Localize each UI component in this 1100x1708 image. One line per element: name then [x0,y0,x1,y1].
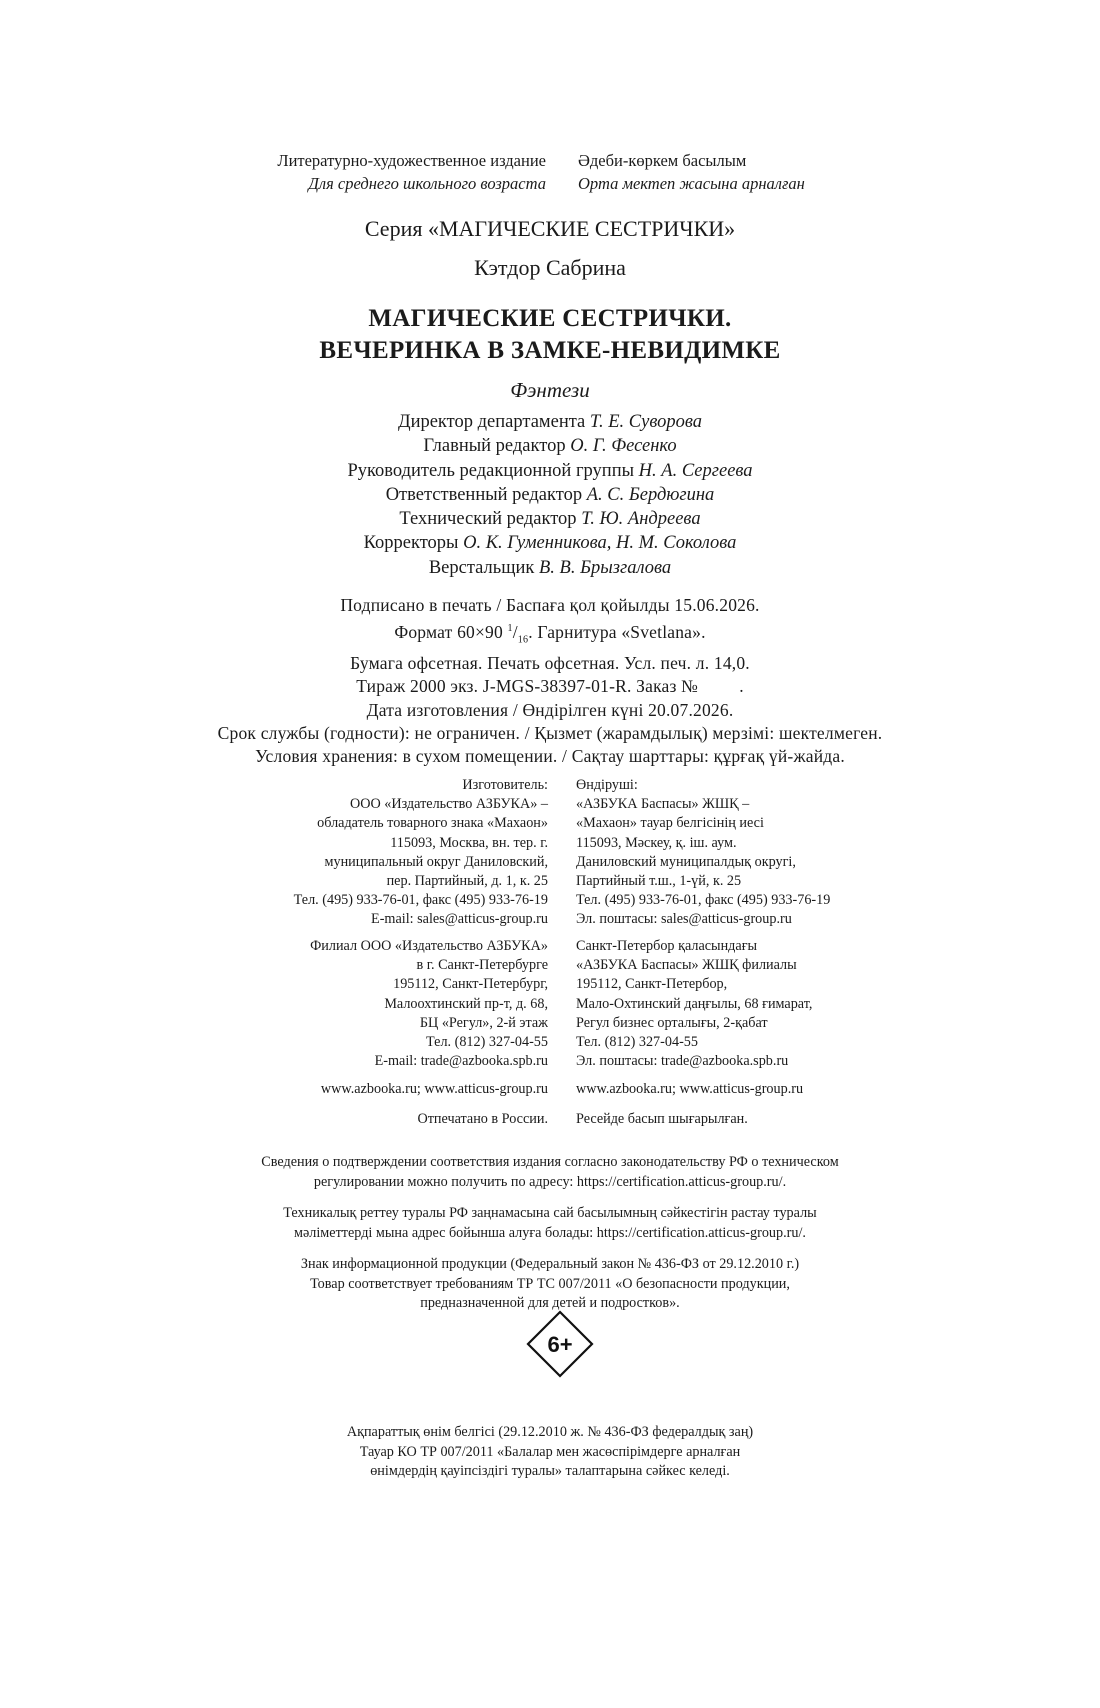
format-prefix: Формат 60×90 [394,622,503,643]
staff-row [0,531,1100,555]
manufacturer-line: 115093, Мәскеу, қ. іш. аум. [576,834,737,851]
manufacturer-line: E-mail: sales@atticus-group.ru [371,911,548,928]
book-title [0,303,1100,367]
manufacturer-line: Изготовитель: [462,777,548,793]
staff-name: В. В. Брызгалова [538,557,672,578]
staff-name: О. К. Гуменникова, Н. М. Соколова [463,533,737,554]
branch-line: БЦ «Регул», 2-й этаж [419,1014,548,1031]
note-line: Ақпараттық өнім белгісі (29.12.2010 ж. № 436-ФЗ федералдық заң) [346,1424,754,1440]
print-details [0,594,1100,768]
edition-type-kz [578,149,918,195]
age-rating-diamond-icon [525,1309,595,1379]
age-rating-badge [525,1309,595,1379]
manufacturer-line: пер. Партийный, д. 1, к. 25 [386,873,548,890]
book-title-line: МАГИЧЕСКИЕ СЕСТРИЧКИ. [368,305,732,332]
branch-line: Эл. поштасы: trade@azbooka.spb.ru [576,1053,789,1070]
printed-in-ru: Отпечатано в России. [417,1111,548,1127]
format-suffix: . Гарнитура «Svetlana». [528,622,706,643]
staff-role: Руководитель редакционной группы [347,460,635,481]
staff-row [0,410,1100,434]
manufacturer-line: муниципальный округ Даниловский, [324,853,548,870]
author-name: Кэтдор Сабрина [474,255,626,280]
branch-line: Санкт-Петербор қаласындағы [576,938,758,954]
format-fraction-den: 16 [517,634,529,646]
staff-row [0,434,1100,458]
staff-role: Ответственный редактор [385,484,583,505]
manufacturer-ru [200,776,548,930]
branch-line: E-mail: trade@azbooka.spb.ru [374,1053,548,1070]
printed-in-kz: Ресейде басып шығарылған. [576,1111,748,1127]
manufacturer-line: обладатель товарного знака «Махаон» [317,815,548,832]
manufacturer-line: ООО «Издательство АЗБУКА» – [349,796,548,813]
note-line: мәліметтерді мына адрес бойынша алуға болады: https://certification.atticus-group.ru/. [294,1224,806,1241]
branch-kz [576,937,906,1071]
certification-note-ru [0,1153,1100,1192]
note-line: предназначенной для детей и подростков». [420,1295,680,1311]
shelf-life: Срок службы (годности): не ограничен. / Қызмет (жарамдылық) мерзімі: шектелмеген. [217,722,883,743]
branch-line: в г. Санкт-Петербурге [416,957,548,974]
staff-role: Корректоры [363,533,459,554]
certification-note-kz [0,1204,1100,1243]
manufacturer-line: Тел. (495) 933-76-01, факс (495) 933-76-19 [293,892,548,909]
print-run-line: Тираж 2000 экз. J-MGS-38397-01-R. Заказ № . [356,676,744,697]
manufacture-date: Дата изготовления / Өндірілген күні 20.07.2026. [366,699,734,720]
staff-role: Главный редактор [423,436,566,457]
manufacturer-line: «АЗБУКА Баспасы» ЖШҚ – [576,796,750,813]
staff-name: Т. Е. Суворова [589,412,703,432]
age-rating-label: 6+ [547,1332,573,1357]
manufacturer-line: Партийный т.ш., 1-үй, к. 25 [576,873,742,890]
note-line: регулировании можно получить по адресу: https://certification.atticus-group.ru/. [313,1173,787,1190]
series-name: Серия «МАГИЧЕСКИЕ СЕСТРИЧКИ» [364,216,736,241]
branch-line: Регул бизнес орталығы, 2-қабат [576,1014,768,1031]
staff-row [0,507,1100,531]
branch-line: Филиал ООО «Издательство АЗБУКА» [310,938,548,954]
manufacturer-line: Өндіруші: [576,777,638,793]
branch-line: Тел. (812) 327-04-55 [576,1034,698,1051]
age-audience-line: Орта мектеп жасына арналған [578,174,805,193]
edition-type-line: Әдеби-көркем басылым [578,151,747,170]
staff-name: Т. Ю. Андреева [581,509,701,530]
staff-row [0,459,1100,483]
storage-conditions: Условия хранения: в сухом помещении. / Сақтау шарттары: құрғақ үй-жайда. [255,746,845,767]
editorial-staff [0,410,1100,580]
staff-role: Директор департамента [397,412,586,432]
branch-line: «АЗБУКА Баспасы» ЖШҚ филиалы [576,957,797,974]
branch-ru [200,937,548,1071]
paper-line: Бумага офсетная. Печать офсетная. Усл. печ. л. 14,0. [350,652,750,673]
info-product-note-ru [0,1255,1100,1314]
note-line: Сведения о подтверждении соответствия издания согласно законодательству РФ о техническом [261,1154,839,1170]
genre: Фэнтези [510,378,590,402]
websites-ru: www.azbooka.ru; www.atticus-group.ru [320,1081,548,1097]
note-line: Тауар КО ТР 007/2011 «Балалар мен жасөспірімдерге арналған [359,1443,741,1460]
note-line: Знак информационной продукции (Федеральный закон № 436-ФЗ от 29.12.2010 г.) [300,1256,800,1272]
staff-row [0,556,1100,580]
staff-role: Верстальщик [428,557,535,578]
staff-row [0,483,1100,507]
manufacturer-line: 115093, Москва, вн. тер. г. [390,834,548,851]
book-title-line: ВЕЧЕРИНКА В ЗАМКЕ-НЕВИДИМКЕ [319,337,781,364]
manufacturer-line: Тел. (495) 933-76-01, факс (495) 933-76-19 [576,892,831,909]
branch-line: 195112, Санкт-Петербург, [393,976,548,993]
manufacturer-kz [576,776,906,930]
branch-line: Малоохтинский пр-т, д. 68, [384,995,548,1012]
format-fraction-num: 1 [507,623,513,635]
edition-type-ru [200,149,546,195]
staff-role: Технический редактор [399,509,577,530]
branch-line: Мало-Охтинский даңғылы, 68 ғимарат, [576,995,813,1012]
manufacturer-line: «Махаон» тауар белгісінің иесі [576,815,764,832]
info-product-note-kz [0,1423,1100,1482]
signed-date: Подписано в печать / Баспаға қол қойылды 15.06.2026. [340,595,760,615]
staff-name: О. Г. Фесенко [570,436,677,457]
note-line: Техникалық реттеу туралы РФ заңнамасына сай басылымның сәйкестігін растау туралы [283,1205,817,1221]
branch-line: 195112, Санкт-Петербор, [576,976,728,993]
manufacturer-line: Эл. поштасы: sales@atticus-group.ru [576,911,792,928]
manufacturer-line: Даниловский муниципалдық округі, [576,853,796,870]
note-line: Товар соответствует требованиям ТР ТС 007/2011 «О безопасности продукции, [310,1275,790,1292]
note-line: өнімдердің қауіпсіздігі туралы» талаптарына сәйкес келеді. [370,1463,730,1479]
age-audience-line: Для среднего школьного возраста [308,174,546,193]
edition-type-line: Литературно-художественное издание [277,151,546,170]
staff-name: Н. А. Сергеева [638,460,753,481]
branch-line: Тел. (812) 327-04-55 [426,1034,548,1051]
staff-name: А. С. Бердюгина [586,484,715,505]
format-line: Формат 60×90 $^1/_{16}$. Гарнитура «Svetlana». [394,622,706,646]
websites-kz: www.azbooka.ru; www.atticus-group.ru [576,1081,804,1097]
